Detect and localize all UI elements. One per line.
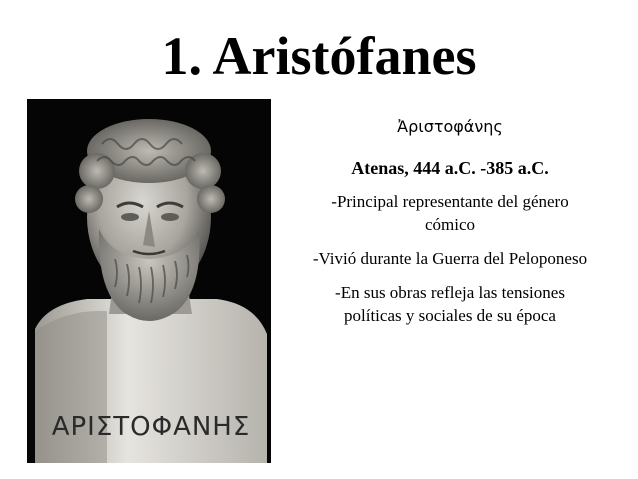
bust-inscription: ΑΡΙΣΤΟΦΑΝΗΣ (51, 412, 251, 442)
point-war: -Vivió durante la Guerra del Peloponeso (312, 249, 588, 268)
greek-name: Ἀριστοφάνης (397, 117, 503, 136)
point-genre: -Principal representante del género cómico (331, 192, 569, 234)
aristophanes-bust-image (27, 99, 271, 463)
slide-title: 1. Aristófanes (161, 26, 477, 86)
bust-photo (27, 99, 271, 463)
info-text (305, 156, 595, 338)
origin-dates: Atenas, 444 a.C. -385 a.C. (351, 158, 549, 178)
point-works: -En sus obras refleja las tensiones políticas y sociales de su época (335, 283, 565, 325)
